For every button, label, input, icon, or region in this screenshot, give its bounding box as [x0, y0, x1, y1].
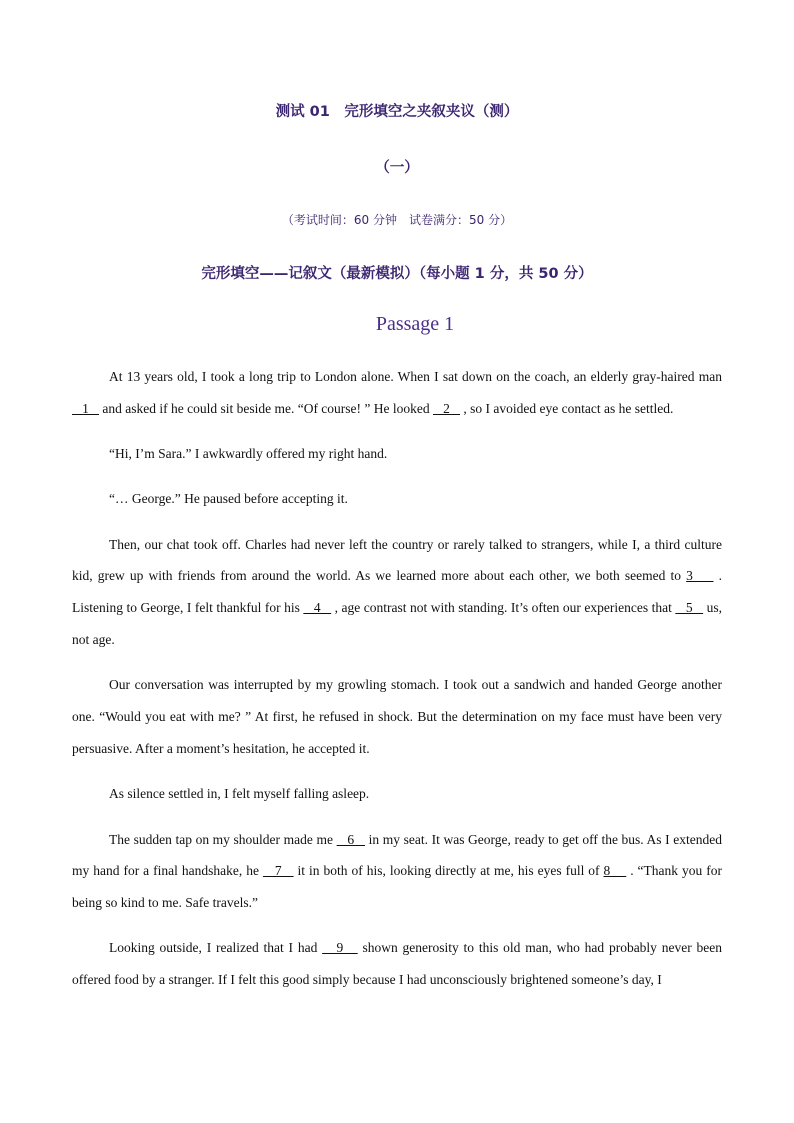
paragraph-text: shown generosity to this old man, who had probably never been offered food by a stranger. If I felt this good simply because I had unconsciously brightened someone’s day, I	[72, 940, 722, 988]
paragraph-text: “Hi, I’m Sara.” I awkwardly offered my right hand.	[109, 446, 388, 462]
answer-blank: 7	[262, 863, 294, 879]
paragraph-text: , so I avoided eye contact as he settled.	[460, 400, 674, 416]
paragraph-text: As silence settled in, I felt myself falling asleep.	[109, 786, 370, 802]
paragraph-text: in my seat. It was George, ready to get off the bus. As I extended my hand for a final handshake, he	[72, 831, 722, 879]
paragraph-text: Our conversation was interrupted by my growling stomach. I took out a sandwich and handed George another one. “Would you eat with me? ” At first, he refused in shock. But the determination on my face must have been very persuasive. After a moment’s hesitation, he accepted it.	[72, 677, 722, 756]
passage-paragraph	[72, 483, 722, 515]
passage-paragraph	[72, 529, 722, 656]
passage-paragraph	[72, 932, 722, 996]
paragraph-text: , age contrast not with standing. It’s often our experiences that	[331, 600, 676, 616]
answer-blank: 9	[322, 940, 358, 956]
answer-blank: 1	[72, 400, 99, 416]
paragraph-text: The sudden tap on my shoulder made me	[109, 831, 337, 847]
answer-blank: 3	[686, 568, 714, 584]
paragraph-text: “… George.” He paused before accepting it.	[109, 491, 348, 507]
document-subtitle: （一）	[375, 160, 419, 176]
paragraph-text: and asked if he could sit beside me. “Of course! ” He looked	[99, 400, 434, 416]
exam-info: （考试时间：60 分钟 试卷满分：50 分）	[281, 213, 513, 227]
paragraph-text: Looking outside, I realized that I had	[109, 940, 323, 956]
passage-paragraph	[72, 824, 722, 919]
answer-blank: 8	[603, 863, 627, 879]
answer-blank: 5	[675, 600, 704, 616]
answer-blank: 4	[303, 600, 332, 616]
paragraph-text: us, not age.	[72, 600, 723, 648]
answer-blank: 2	[433, 400, 461, 416]
section-heading: 完形填空——记叙文（最新模拟）（每小题 1 分，共 50 分）	[201, 266, 593, 282]
paragraph-text: . “Thank you for being so kind to me. Safe travels.”	[72, 863, 722, 911]
passage-paragraph	[72, 669, 722, 764]
document-title: 测试 01 完形填空之夹叙夹议（测）	[275, 104, 519, 120]
paragraph-text: Then, our chat took off. Charles had never left the country or rarely talked to strangers, while I, a third culture kid, grew up with friends from around the world. As we learned more about each other, we both seemed to	[72, 536, 722, 584]
paragraph-text: At 13 years old, I took a long trip to London alone. When I sat down on the coach, an elderly gray-haired man	[109, 369, 722, 384]
paragraph-text: . Listening to George, I felt thankful for his	[72, 568, 723, 616]
passage-paragraph	[72, 438, 722, 470]
answer-blank: 6	[336, 831, 366, 847]
passage-title: Passage 1	[375, 313, 455, 335]
passage-body	[72, 361, 722, 1010]
paragraph-text: it in both of his, looking directly at me, his eyes full of	[293, 863, 604, 879]
passage-paragraph	[72, 778, 722, 810]
passage-paragraph	[72, 361, 722, 425]
